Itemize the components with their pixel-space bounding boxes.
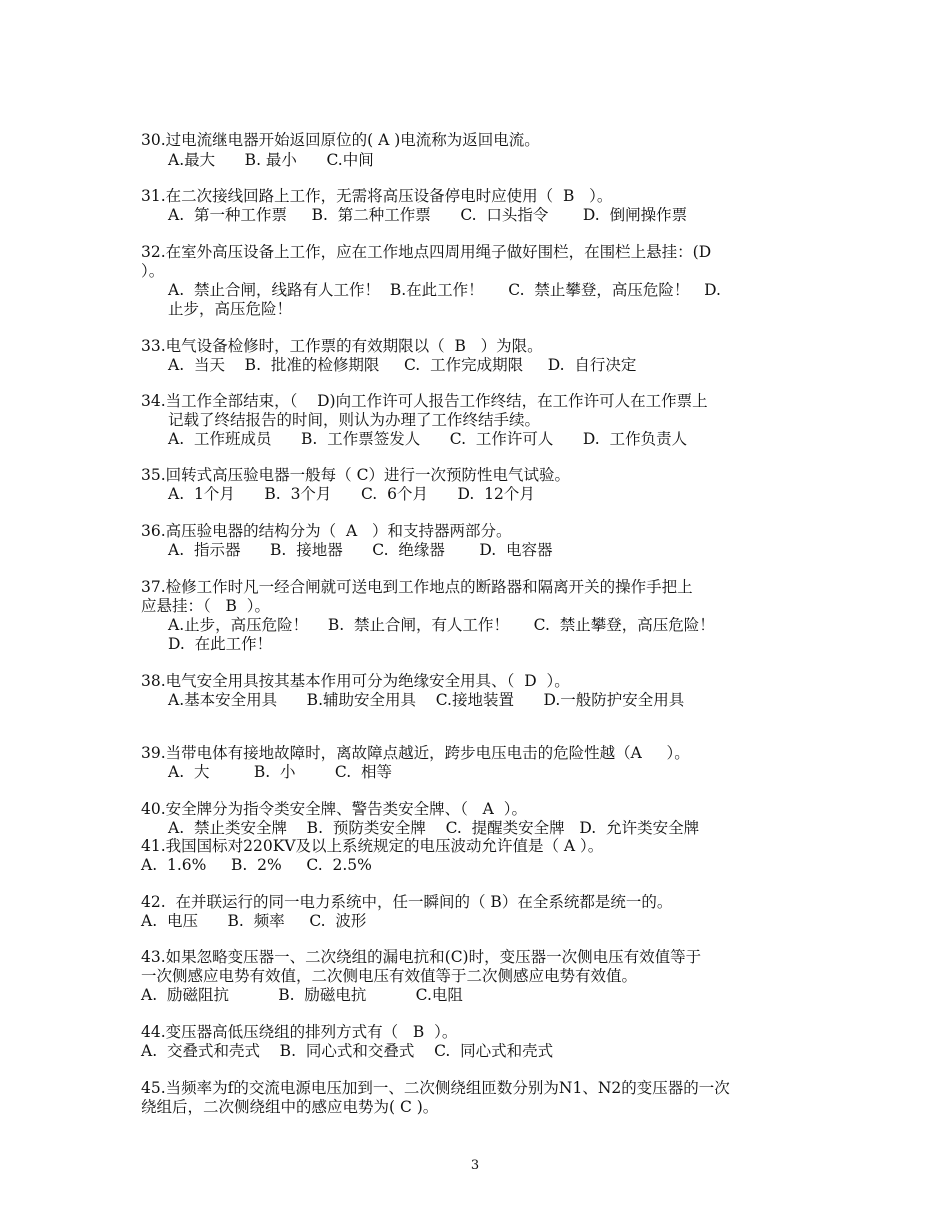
- question-45: 45.当频率为f的交流电源电压加到一、二次侧绕组匝数分别为N1、N2的变压器的一次: [141, 1079, 730, 1097]
- options-41: A. 1.6% B. 2% C. 2.5%: [141, 856, 372, 874]
- question-31: 31.在二次接线回路上工作，无需将高压设备停电时应使用（ B ）。: [141, 187, 613, 205]
- page-number: 3: [470, 1158, 480, 1173]
- options-36: A. 指示器 B. 接地器 C. 绝缘器 D. 电容器: [168, 541, 553, 559]
- options-33: A. 当天 B. 批准的检修期限 C. 工作完成期限 D. 自行决定: [168, 356, 637, 374]
- question-30: 30.过电流继电器开始返回原位的( A )电流称为返回电流。: [141, 131, 540, 149]
- options-32: A. 禁止合闸，线路有人工作！ B.在此工作！ C. 禁止攀登，高压危险！ D.: [168, 281, 721, 299]
- question-36: 36.高压验电器的结构分为（ A ）和支持器两部分。: [141, 522, 512, 540]
- question-32: 32.在室外高压设备上工作，应在工作地点四周用绳子做好围栏，在围栏上悬挂：(D: [141, 243, 712, 261]
- question-35: 35.回转式高压验电器一般每（ C）进行一次预防性电气试验。: [141, 466, 570, 484]
- options-44: A. 交叠式和壳式 B. 同心式和交叠式 C. 同心式和壳式: [141, 1042, 554, 1060]
- options-35: A. 1个月 B. 3个月 C. 6个月 D. 12个月: [168, 485, 535, 503]
- options-42: A. 电压 B. 频率 C. 波形: [141, 912, 367, 930]
- options-43: A. 励磁阻抗 B. 励磁电抗 C.电阻: [141, 986, 463, 1004]
- options-37: A.止步，高压危险！ B. 禁止合闸，有人工作！ C. 禁止攀登，高压危险！: [168, 616, 715, 634]
- question-38: 38.电气安全用具按其基本作用可分为绝缘安全用具、（ D ）。: [141, 672, 570, 690]
- question-44: 44.变压器高低压绕组的排列方式有（ B ）。: [141, 1023, 458, 1041]
- question-41: 41.我国国标对220KV及以上系统规定的电压波动允许值是（ A ）。: [141, 837, 604, 855]
- question-32-cont: ）。: [141, 262, 165, 280]
- question-43-cont: 一次侧感应电势有效值，二次侧电压有效值等于二次侧感应电势有效值。: [141, 967, 638, 985]
- options-32-cont: 止步，高压危险！: [168, 300, 293, 318]
- options-37-cont: D. 在此工作！: [168, 635, 273, 653]
- question-39: 39.当带电体有接地故障时，离故障点越近，跨步电压电击的危险性越（A ）。: [141, 744, 690, 762]
- question-42: 42. 在并联运行的同一电力系统中，任一瞬间的（ B）在全系统都是统一的。: [141, 893, 673, 911]
- question-34: 34.当工作全部结束，（ D)向工作许可人报告工作终结，在工作许可人在工作票上: [141, 392, 708, 410]
- question-40: 40.安全牌分为指令类安全牌、警告类安全牌、（ A ）。: [141, 800, 527, 818]
- options-34: A. 工作班成员 B. 工作票签发人 C. 工作许可人 D. 工作负责人: [168, 430, 688, 448]
- options-31: A. 第一种工作票 B. 第二种工作票 C. 口头指令 D. 倒闸操作票: [168, 206, 688, 224]
- question-37-cont: 应悬挂：（ B ）。: [141, 597, 271, 615]
- options-38: A.基本安全用具 B.辅助安全用具 C.接地装置 D.一般防护安全用具: [168, 691, 685, 709]
- options-40: A. 禁止类安全牌 B. 预防类安全牌 C. 提醒类安全牌 D. 允许类安全牌: [168, 819, 700, 837]
- question-37: 37.检修工作时凡一经合闸就可送电到工作地点的断路器和隔离开关的操作手把上: [141, 578, 693, 596]
- options-30: A.最大 B. 最小 C.中间: [168, 151, 374, 169]
- question-45-cont: 绕组后，二次侧绕组中的感应电势为( C )。: [141, 1098, 439, 1116]
- question-33: 33.电气设备检修时，工作票的有效期限以（ B ）为限。: [141, 337, 543, 355]
- question-34-cont: 记载了终结报告的时间，则认为办理了工作终结手续。: [168, 411, 541, 429]
- options-39: A. 大 B. 小 C. 相等: [168, 763, 392, 781]
- question-43: 43.如果忽略变压器一、二次绕组的漏电抗和(C)时，变压器一次侧电压有效值等于: [141, 948, 702, 966]
